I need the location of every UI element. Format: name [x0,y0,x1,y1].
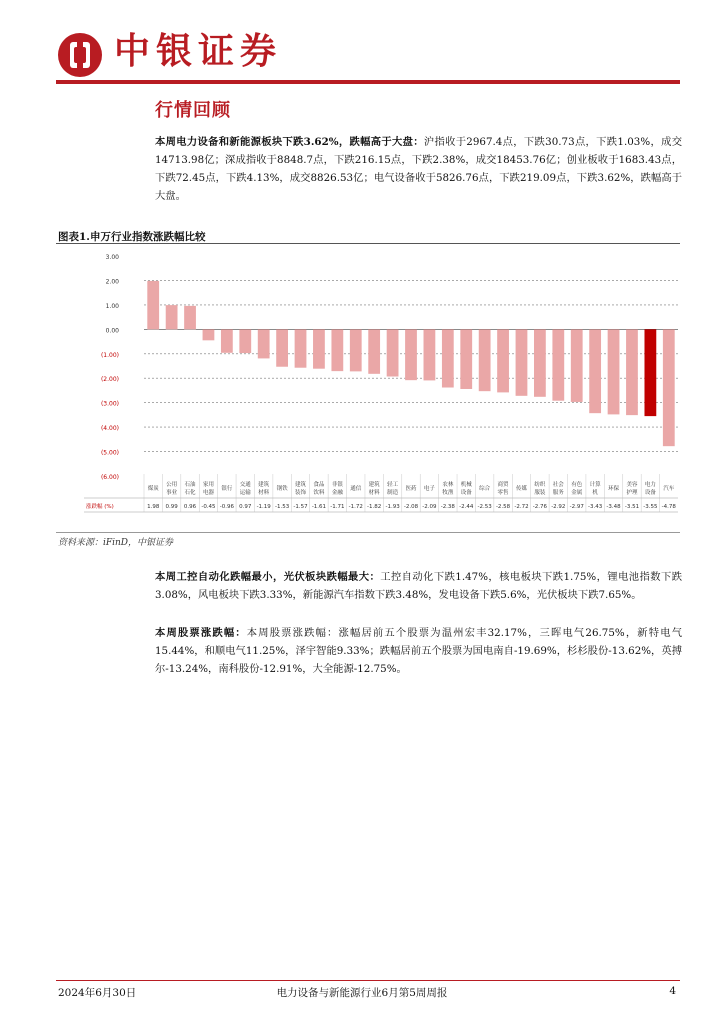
category-label: 电子 [423,486,435,492]
category-label: 非银 [331,482,343,488]
category-label: 交通 [239,482,251,488]
paragraph-body: 沪指收于2967.4点，下跌30.73点，下跌1.03%，成交14713.98亿；深成指收于8848.7点，下跌216.15点，下跌2.38%，成交18453.76亿；创业板收于1683.43点，下跌72.45点，下跌4.13%，成交8826.53亿；电气设备收于5826.76点，下跌219.09点，下跌3.62%，跌幅高于大盘。 [155,136,682,202]
bar [552,329,564,400]
category-label: 运输 [239,490,251,496]
bar [626,329,638,415]
value-label: 1.98 [147,504,160,510]
figure-source: 资料来源：iFinD，中银证券 [58,538,174,548]
section-title: 行情回顾 [155,100,231,121]
category-label: 医药 [405,486,417,492]
value-label: -2.58 [495,504,511,510]
value-label: -2.92 [551,504,566,510]
category-label: 金融 [331,490,343,496]
figure-title: 图表1.申万行业指数涨跌幅比较 [58,231,206,243]
value-label: -1.71 [330,504,345,510]
value-label: -3.43 [588,504,603,510]
category-label: 电力 [644,482,656,488]
bar [203,329,215,340]
category-label: 材料 [368,490,380,496]
row-label: 涨跌幅 (%) [86,504,114,510]
y-tick-label: (3.00) [100,400,119,408]
category-label: 服装 [534,490,546,496]
category-label: 机械 [460,482,472,488]
paragraph-lead: 本周工控自动化跌幅最小，光伏板块跌幅最大： [155,571,381,583]
category-label: 食品 [313,482,325,488]
category-label: 制造 [387,490,399,496]
category-label: 家用 [202,482,214,488]
bar [479,329,491,391]
bar [295,329,307,367]
bar [350,329,362,371]
value-label: -2.72 [514,504,529,510]
category-label: 饮料 [313,490,325,496]
footer-report-title: 电力设备与新能源行业6月第5周周报 [276,987,448,999]
bar [184,306,196,329]
category-label: 公用 [166,482,178,488]
category-label: 商贸 [497,482,509,488]
footer-date: 2024年6月30日 [58,987,137,999]
value-label: -2.08 [403,504,419,510]
paragraph-market-review [155,133,682,205]
page-header [0,0,724,88]
category-label: 社会 [552,482,564,488]
bar [497,329,509,392]
paragraph-sector-review [155,568,682,604]
y-tick-label: 0.00 [105,327,119,335]
industry-change-chart [56,244,680,530]
category-label: 建筑 [258,482,270,488]
bar [331,329,343,371]
category-label: 传媒 [515,486,527,492]
chart-svg [56,244,680,530]
category-label: 通信 [350,486,362,492]
value-label: -2.53 [477,504,492,510]
value-label: 0.99 [165,504,178,510]
category-label: 农林 [442,482,454,488]
category-label: 机 [592,490,598,496]
bar [258,329,270,358]
category-label: 金属 [571,490,583,496]
bar [424,329,436,380]
y-tick-label: (2.00) [100,376,119,384]
value-label: -3.51 [624,504,640,510]
bar [460,329,472,389]
value-label: 0.97 [239,504,252,510]
figure-bottom-rule [56,532,680,533]
category-label: 装饰 [295,490,307,496]
footer-divider [56,980,680,981]
category-label: 轻工 [387,482,399,488]
bar [516,329,528,395]
category-label: 设备 [460,490,472,496]
category-label: 煤炭 [147,486,159,492]
value-label: -2.44 [459,504,474,510]
paragraph-lead: 本周电力设备和新能源板块下跌3.62%，跌幅高于大盘： [155,136,424,148]
category-label: 环保 [608,486,620,492]
category-label: 石化 [184,490,196,496]
bar [663,329,675,446]
value-label: -4.78 [661,504,676,510]
bar [313,329,325,368]
category-label: 事业 [166,490,178,496]
category-label: 建筑 [368,482,380,488]
value-label: -0.96 [219,504,234,510]
paragraph-body: 本周股票涨跌幅：涨幅居前五个股票为温州宏丰32.17%，三晖电气26.75%，新特电气15.44%，和顺电气11.25%，泽宇智能9.33%；跌幅居前五个股票为国电南自-19.69%，杉杉股份-13.62%，英搏尔-13.24%，南科股份-12.91%，大全能源-12.75%。 [155,627,683,675]
value-label: 0.96 [183,504,197,510]
bar [147,281,159,329]
value-label: -2.97 [569,504,584,510]
category-label: 建筑 [295,482,307,488]
y-tick-label: 1.00 [105,302,119,310]
paragraph-body: 工控自动化下跌1.47%，核电板块下跌1.75%，锂电池指数下跌3.08%，风电板块下跌3.33%，新能源汽车指数下跌3.48%，发电设备下跌5.6%，光伏板块下跌7.65%。 [155,571,683,601]
value-label: -1.72 [348,504,363,510]
bar [608,329,620,414]
bar [534,329,546,396]
value-label: -1.57 [293,504,308,510]
paragraph-lead: 本周股票涨跌幅： [155,627,247,639]
category-label: 计算 [589,482,601,488]
bar [442,329,454,387]
header-divider [56,80,680,84]
value-label: -0.45 [201,504,216,510]
category-label: 纺织 [534,482,546,488]
paragraph-stock-review [155,624,682,678]
value-label: -1.61 [311,504,327,510]
y-tick-label: 2.00 [105,278,119,286]
page-number: 4 [669,985,676,997]
category-label: 有色 [571,482,583,488]
category-label: 美容 [626,482,638,488]
value-label: -1.93 [385,504,400,510]
y-tick-label: 3.00 [105,254,119,261]
bar [368,329,380,373]
category-label: 服务 [552,490,564,496]
category-label: 牧渔 [442,490,454,496]
category-label: 材料 [258,490,270,496]
bar [571,329,583,402]
value-label: -1.19 [256,504,271,510]
value-label: -1.53 [274,504,290,510]
bar [644,329,656,416]
bar [387,329,399,376]
value-label: -3.48 [606,504,621,510]
value-label: -2.76 [532,504,548,510]
bar [276,329,288,366]
y-tick-label: (4.00) [100,425,119,433]
bar [166,305,178,329]
value-label: -2.38 [440,504,455,510]
category-label: 综合 [479,486,491,492]
category-label: 石油 [184,482,196,488]
bar [221,329,233,352]
category-label: 银行 [221,486,233,492]
y-tick-label: (6.00) [100,474,119,481]
brand-name: 中银证券 [114,31,283,72]
bank-of-china-logo-icon [58,33,102,77]
bar [405,329,417,380]
value-label: -1.82 [367,504,382,510]
category-label: 护理 [626,490,638,496]
bar [239,329,251,353]
bar [589,329,601,413]
y-tick-label: (5.00) [100,449,119,457]
category-label: 钢铁 [276,486,288,492]
category-label: 电器 [202,490,214,496]
category-label: 设备 [644,490,656,496]
value-label: -2.09 [422,504,437,510]
category-label: 零售 [497,490,509,496]
y-tick-label: (1.00) [100,351,119,359]
category-label: 汽车 [663,486,675,492]
value-label: -3.55 [643,504,658,510]
